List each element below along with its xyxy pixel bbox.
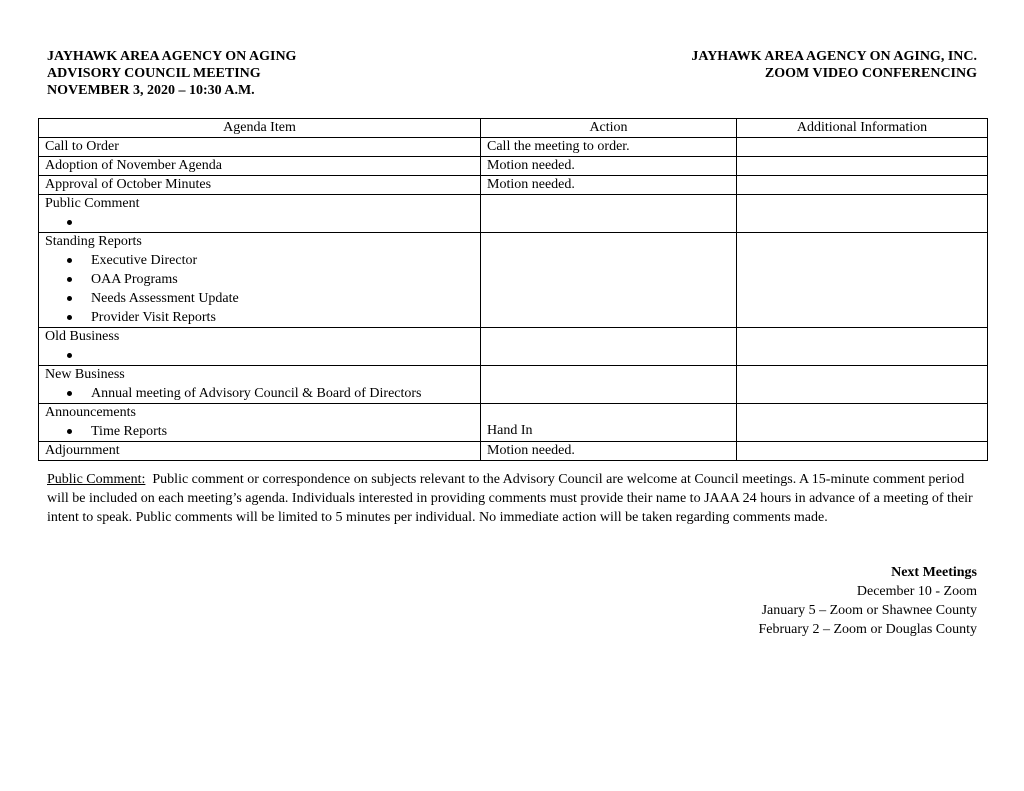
agenda-subitem-label: OAA Programs: [91, 272, 178, 287]
agenda-subitem-list: [45, 213, 474, 232]
header-right: [691, 48, 977, 82]
action-cell: [481, 404, 737, 442]
action-cell: [481, 328, 737, 366]
next-meeting-item: January 5 – Zoom or Shawnee County: [761, 603, 977, 618]
agenda-item-label: Standing Reports: [45, 234, 142, 249]
action-cell: [481, 366, 737, 404]
agenda-item-label: Public Comment: [45, 196, 140, 211]
additional-information-cell: [737, 157, 988, 176]
action-cell: [481, 442, 737, 461]
public-comment-text: Public comment or correspondence on subjects relevant to the Advisory Council are welcome at Council meetings. A 15-minute comment period will be included on each meeting’s agenda. Individuals interested in providing comments must provide their name to JAAA 24 hours in advance of a meeting of their intent to speak. Public comments will be limited to 5 minutes per individual. No immediate action will be taken regarding comments made.: [47, 472, 977, 525]
action-text: Motion needed.: [487, 177, 575, 192]
agenda-subitem-list: [45, 251, 474, 327]
table-row: [39, 366, 988, 404]
table-row: [39, 176, 988, 195]
action-text: [487, 404, 730, 422]
agenda-item-cell: [39, 328, 481, 366]
table-row: [39, 328, 988, 366]
agenda-subitem-list: [45, 346, 474, 365]
bullet-icon: [67, 220, 72, 225]
additional-information-cell: [737, 442, 988, 461]
table-row: [39, 157, 988, 176]
action-text: [487, 195, 730, 213]
additional-information-cell: [737, 404, 988, 442]
bullet-icon: [67, 391, 72, 396]
action-text: [487, 366, 730, 384]
column-header-additional-information: Additional Information: [737, 119, 988, 138]
agenda-subitem-list: [45, 384, 474, 403]
column-header-action: Action: [481, 119, 737, 138]
agenda-subitem-list: [45, 422, 474, 441]
additional-information-cell: [737, 328, 988, 366]
action-text: [487, 328, 730, 346]
org-name: JAYHAWK AREA AGENCY ON AGING: [47, 49, 297, 64]
action-cell: [481, 233, 737, 328]
action-cell: [481, 157, 737, 176]
table-header-row: [39, 119, 988, 138]
agenda-subitem-label: Provider Visit Reports: [91, 310, 216, 325]
additional-information-cell: [737, 138, 988, 157]
additional-information-cell: [737, 176, 988, 195]
table-row: [39, 404, 988, 442]
bullet-icon: [67, 258, 72, 263]
action-text-secondary: Hand In: [487, 423, 533, 438]
agenda-item-label: Approval of October Minutes: [45, 177, 212, 192]
table-row: [39, 195, 988, 233]
additional-information-cell: [737, 233, 988, 328]
agenda-item-cell: [39, 366, 481, 404]
agenda-subitem: [45, 346, 474, 365]
agenda-subitem: [45, 289, 474, 308]
action-cell: [481, 138, 737, 157]
agenda-subitem: [45, 422, 474, 441]
agenda-subitem: [45, 308, 474, 327]
agenda-item-cell: [39, 176, 481, 195]
next-meeting-item: December 10 - Zoom: [856, 584, 977, 599]
agenda-subitem-label: Time Reports: [91, 424, 168, 439]
agenda-table: [38, 118, 988, 461]
agenda-subitem-label: Needs Assessment Update: [91, 291, 239, 306]
table-row: [39, 233, 988, 328]
org-name-inc: JAYHAWK AREA AGENCY ON AGING, INC.: [691, 49, 977, 64]
meeting-name: ADVISORY COUNCIL MEETING: [47, 66, 261, 81]
agenda-item-cell: [39, 233, 481, 328]
next-meetings-title: Next Meetings: [891, 565, 977, 580]
action-cell: [481, 195, 737, 233]
column-header-agenda-item: Agenda Item: [39, 119, 481, 138]
agenda-item-label: Adjournment: [45, 443, 120, 458]
meeting-venue: ZOOM VIDEO CONFERENCING: [764, 66, 977, 81]
agenda-subitem-label: Annual meeting of Advisory Council & Board of Directors: [91, 386, 422, 401]
agenda-item-label: Old Business: [45, 329, 120, 344]
additional-information-cell: [737, 366, 988, 404]
bullet-icon: [67, 296, 72, 301]
agenda-subitem: [45, 213, 474, 232]
bullet-icon: [67, 277, 72, 282]
table-row: [39, 138, 988, 157]
additional-information-cell: [737, 195, 988, 233]
header-left: [47, 48, 296, 99]
agenda-item-cell: [39, 138, 481, 157]
table-row: [39, 442, 988, 461]
agenda-item-label: New Business: [45, 367, 125, 382]
next-meetings: [758, 563, 977, 639]
agenda-item-cell: [39, 404, 481, 442]
agenda-item-cell: [39, 195, 481, 233]
bullet-icon: [67, 353, 72, 358]
agenda-subitem: [45, 384, 474, 403]
agenda-item-cell: [39, 157, 481, 176]
action-text: Call the meeting to order.: [487, 139, 630, 154]
agenda-item-label: Call to Order: [45, 139, 119, 154]
public-comment-note: [47, 470, 977, 527]
bullet-icon: [67, 429, 72, 434]
meeting-date: NOVEMBER 3, 2020 – 10:30 A.M.: [47, 83, 255, 98]
agenda-subitem-label: Executive Director: [91, 253, 198, 268]
agenda-item-label: Announcements: [45, 405, 136, 420]
bullet-icon: [67, 315, 72, 320]
action-text: Motion needed.: [487, 443, 575, 458]
action-cell: [481, 176, 737, 195]
agenda-subitem: [45, 251, 474, 270]
agenda-item-cell: [39, 442, 481, 461]
action-text: Motion needed.: [487, 158, 575, 173]
public-comment-lead: Public Comment:: [47, 472, 146, 487]
action-text: [487, 233, 730, 251]
agenda-subitem: [45, 270, 474, 289]
agenda-item-label: Adoption of November Agenda: [45, 158, 222, 173]
next-meeting-item: February 2 – Zoom or Douglas County: [758, 622, 977, 637]
